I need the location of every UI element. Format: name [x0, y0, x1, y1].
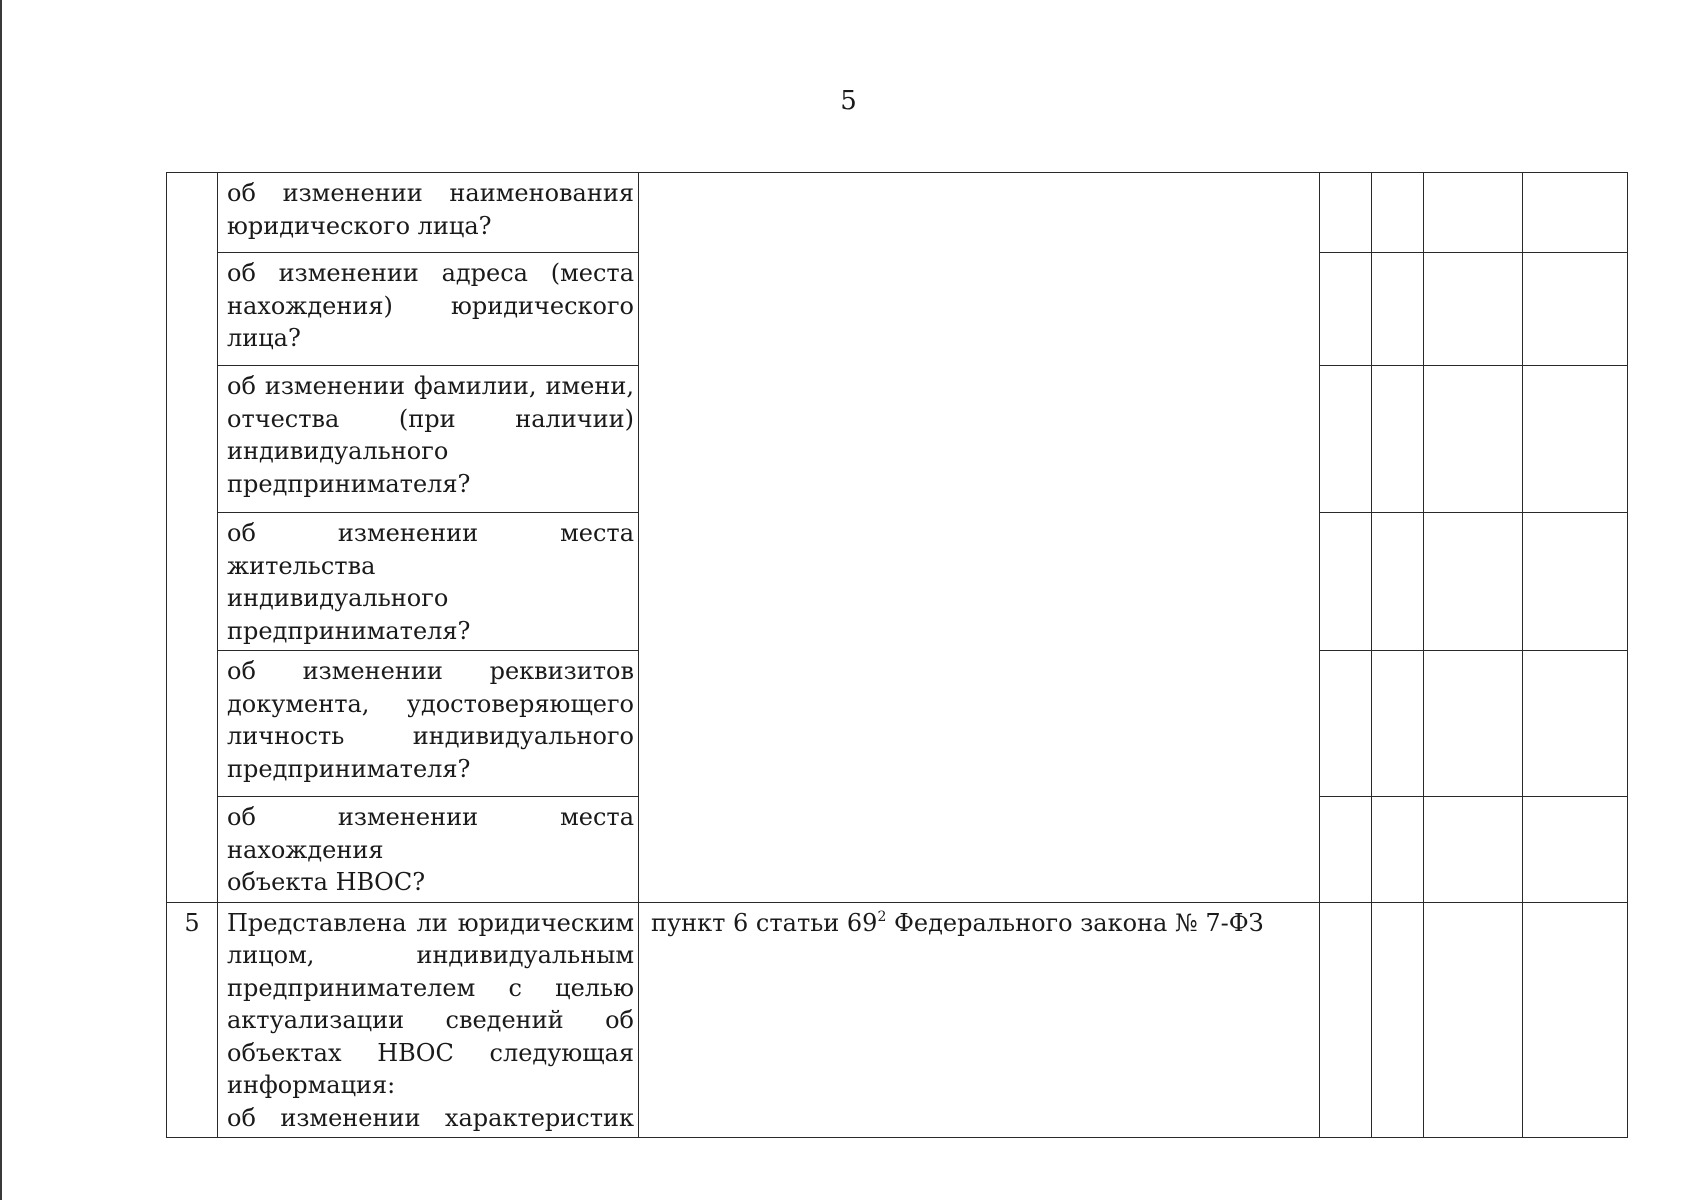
answer-cell	[1320, 366, 1372, 513]
answer-cell	[1424, 797, 1523, 903]
question-cell	[218, 651, 639, 797]
answer-cell	[1523, 173, 1628, 253]
question-cell	[218, 797, 639, 903]
question-line: об изменении места нахождения	[227, 803, 634, 864]
answer-cell	[1372, 366, 1424, 513]
question-cell	[218, 366, 639, 513]
question-line: актуализации сведений об	[227, 1006, 634, 1034]
page-left-edge	[0, 0, 2, 1200]
reference-superscript: 2	[877, 908, 887, 925]
answer-cell	[1424, 253, 1523, 366]
answer-cell	[1372, 253, 1424, 366]
question-line: объектах НВОС следующая	[227, 1038, 634, 1067]
question-line: личность индивидуального	[227, 722, 634, 750]
question-line: лица?	[227, 324, 301, 352]
question-line: лицом, индивидуальным	[227, 941, 634, 969]
answer-cell	[1372, 173, 1424, 253]
question-line: Представлена ли юридическим	[227, 908, 634, 937]
question-line: объекта НВОС?	[227, 868, 426, 896]
answer-cell	[1523, 366, 1628, 513]
question-line: документа, удостоверяющего	[227, 689, 634, 718]
answer-cell	[1372, 513, 1424, 651]
checklist-table	[166, 172, 1628, 1138]
answer-cell	[1424, 173, 1523, 253]
question-line: об изменении реквизитов	[227, 657, 634, 685]
question-cell	[218, 173, 639, 253]
answer-cell	[1372, 797, 1424, 903]
answer-cell	[1523, 253, 1628, 366]
item-number: 5	[167, 902, 218, 1138]
reference-prefix: пункт 6 статьи 69	[651, 908, 878, 937]
question-line: предпринимателем с целью	[227, 973, 634, 1002]
question-line: об изменении места жительства	[227, 519, 634, 580]
answer-cell	[1523, 651, 1628, 797]
question-line: об изменении наименования	[227, 179, 634, 207]
question-line: информация:	[227, 1071, 396, 1099]
question-line: индивидуального	[227, 584, 449, 612]
question-cell	[218, 513, 639, 651]
answer-cell	[1320, 513, 1372, 651]
answer-cell	[1372, 902, 1424, 1138]
answer-cell	[1320, 173, 1372, 253]
answer-cell	[1320, 902, 1372, 1138]
table-row	[167, 902, 1628, 1138]
question-line: предпринимателя?	[227, 616, 471, 645]
answer-cell	[1523, 902, 1628, 1138]
answer-cell	[1523, 797, 1628, 903]
question-line: индивидуального	[227, 437, 449, 465]
answer-cell	[1372, 651, 1424, 797]
answer-cell	[1424, 902, 1523, 1138]
question-line: предпринимателя?	[227, 469, 471, 498]
question-line: нахождения) юридического	[227, 291, 634, 320]
answer-cell	[1424, 651, 1523, 797]
item-number-cell-empty	[167, 173, 218, 903]
question-line: предпринимателя?	[227, 754, 471, 783]
question-line: об изменении фамилии, имени,	[227, 372, 634, 400]
reference-suffix: Федерального закона № 7-ФЗ	[886, 908, 1264, 937]
question-line: юридического лица?	[227, 211, 492, 240]
reference-cell	[639, 902, 1320, 1138]
page-number: 5	[840, 86, 857, 116]
answer-cell	[1523, 513, 1628, 651]
reference-cell-empty	[639, 173, 1320, 903]
question-cell	[218, 253, 639, 366]
answer-cell	[1320, 253, 1372, 366]
question-line: отчества (при наличии)	[227, 404, 634, 433]
question-line: об изменении адреса (места	[227, 259, 634, 287]
question-line: об изменении характеристик	[227, 1103, 634, 1132]
answer-cell	[1424, 513, 1523, 651]
answer-cell	[1320, 797, 1372, 903]
answer-cell	[1424, 366, 1523, 513]
answer-cell	[1320, 651, 1372, 797]
table-row	[167, 173, 1628, 253]
question-cell	[218, 902, 639, 1138]
